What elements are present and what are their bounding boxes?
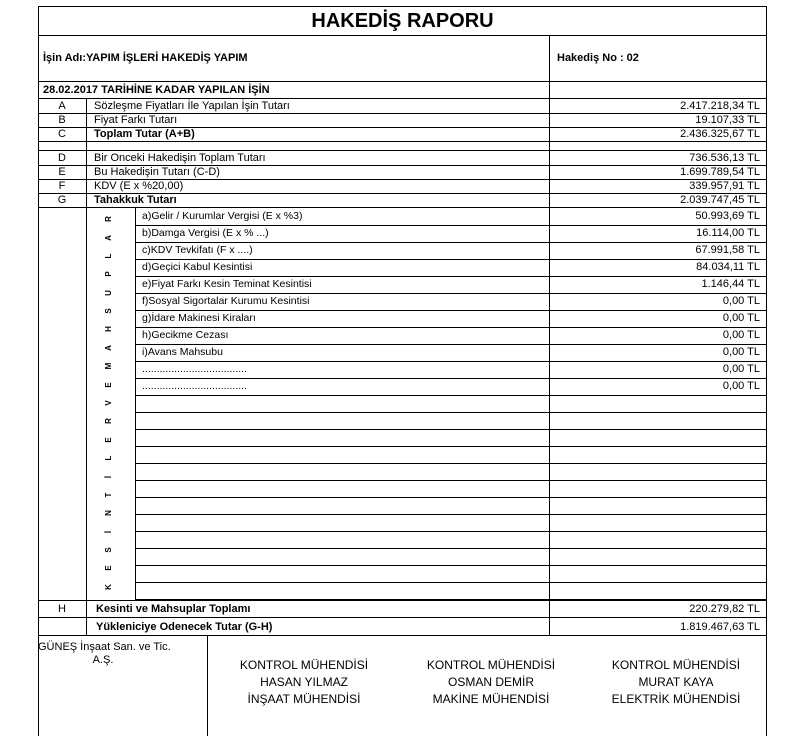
vertical-label-letter: S	[104, 547, 113, 553]
row-label: Fiyat Farkı Tutarı	[94, 114, 178, 126]
deduction-amount: 0,00 TL	[722, 380, 760, 392]
report-title: HAKEDİŞ RAPORU	[311, 10, 494, 32]
signature-2	[403, 657, 579, 708]
vertical-label-letter: E	[104, 381, 113, 388]
deduction-amount: 0,00 TL	[722, 346, 760, 358]
deduction-row-line	[135, 582, 767, 583]
title-divider	[38, 35, 767, 36]
deduction-label: e)Fiyat Farkı Kesin Teminat Kesintisi	[142, 278, 312, 290]
deduction-label: a)Gelir / Kurumlar Vergisi (E x %3)	[142, 210, 303, 222]
row-amount: 19.107,33 TL	[695, 114, 760, 126]
vertical-label-letter: R	[104, 418, 113, 425]
payable-label: Yükleniciye Odenecek Tutar (G-H)	[96, 621, 273, 633]
row-amount: 339.957,91 TL	[689, 180, 760, 192]
signature-1-role: KONTROL MÜHENDİSİ	[239, 658, 369, 672]
vertical-label-letter: H	[104, 326, 113, 333]
vertical-label-letter: E	[104, 437, 113, 443]
deduction-label: d)Geçici Kabul Kesintisi	[142, 261, 253, 273]
deduction-amount: 67.991,58 TL	[695, 244, 760, 256]
vertical-label-letter: M	[104, 362, 113, 370]
vertical-label-letter: L	[104, 253, 113, 259]
code-column-line	[86, 600, 87, 635]
code-column-line	[86, 208, 87, 600]
row-line	[38, 617, 767, 618]
row-label: Bu Hakedişin Tutarı (C-D)	[94, 166, 220, 178]
row-amount: 1.699.789,54 TL	[680, 166, 760, 178]
code-column-line	[86, 99, 87, 207]
hakedis-no: Hakediş No : 02	[557, 52, 639, 64]
header-divider	[549, 35, 550, 81]
row-code: C	[58, 128, 66, 140]
deduction-amount: 84.034,11 TL	[696, 261, 760, 273]
row-amount: 2.436.325,67 TL	[680, 128, 760, 140]
signature-3	[588, 657, 764, 708]
vertical-label-letter: S	[104, 308, 113, 314]
row-code: E	[58, 166, 66, 178]
deduction-amount-line	[549, 208, 550, 600]
deduction-label: ....................................	[142, 380, 248, 392]
header-bottom	[38, 81, 767, 82]
signature-2-name: OSMAN DEMİR	[447, 675, 534, 689]
vertical-label-letter: L	[104, 455, 113, 461]
vertical-label-letter: A	[104, 344, 113, 351]
deduction-amount: 0,00 TL	[722, 312, 760, 324]
deduction-amount: 0,00 TL	[722, 363, 760, 375]
row-line	[38, 207, 767, 208]
row-label: Bir Onceki Hakedişin Toplam Tutarı	[94, 152, 266, 164]
row-amount: 736.536,13 TL	[689, 152, 760, 164]
company-line-1: GÜNEŞ İnşaat San. ve Tic.	[38, 641, 171, 653]
deduction-left-line	[135, 208, 136, 600]
footer-top	[38, 635, 767, 636]
vertical-label-letter: İ	[104, 530, 113, 533]
row-amount: 220.279,82 TL	[689, 603, 760, 615]
row-amount: 2.039.747,45 TL	[680, 194, 760, 206]
vertical-label-letter: N	[104, 510, 113, 517]
deduction-row-line	[135, 548, 767, 549]
section-divider	[549, 81, 550, 99]
row-label: Tahakkuk Tutarı	[94, 194, 177, 206]
footer-divider	[207, 635, 208, 736]
company-line-2: A.Ş.	[92, 654, 114, 666]
deduction-row-line	[135, 565, 767, 566]
deduction-amount: 0,00 TL	[722, 295, 760, 307]
amount-column-line	[549, 600, 550, 635]
deduction-row-line	[135, 395, 767, 396]
vertical-label-letter: T	[104, 492, 113, 498]
signature-2-title: MAKİNE MÜHENDİSİ	[432, 692, 550, 706]
row-label: Toplam Tutar (A+B)	[94, 128, 195, 140]
row-code: H	[58, 603, 66, 615]
deduction-label: i)Avans Mahsubu	[142, 346, 223, 358]
row-label: Kesinti ve Mahsuplar Toplamı	[96, 603, 251, 615]
deductions-bottom	[38, 600, 767, 601]
vertical-label-letter: U	[104, 289, 113, 296]
signature-3-title: ELEKTRİK MÜHENDİSİ	[611, 692, 741, 706]
vertical-label-letter: A	[104, 234, 113, 241]
row-line	[38, 141, 767, 142]
section-title: 28.02.2017 TARİHİNE KADAR YAPILAN İŞİN	[43, 84, 270, 96]
row-code: A	[58, 100, 66, 112]
signature-3-name: MURAT KAYA	[638, 675, 714, 689]
vertical-label-letter: İ	[104, 475, 113, 478]
row-code: B	[58, 114, 66, 126]
vertical-label-letter: R	[104, 216, 113, 223]
deduction-label: ....................................	[142, 363, 248, 375]
row-amount: 2.417.218,34 TL	[680, 100, 760, 112]
deduction-row-line	[135, 412, 767, 413]
border-right	[766, 6, 767, 736]
deduction-amount: 0,00 TL	[722, 329, 760, 341]
signature-3-role: KONTROL MÜHENDİSİ	[611, 658, 741, 672]
deduction-amount: 16.114,00 TL	[696, 227, 760, 239]
payable-amount: 1.819.467,63 TL	[680, 621, 760, 633]
signature-1-title: İNŞAAT MÜHENDİSİ	[247, 692, 361, 706]
deduction-row-line	[135, 480, 767, 481]
deduction-row-line	[135, 446, 767, 447]
row-label: KDV (E x %20,00)	[94, 180, 184, 192]
deduction-amount: 50.993,69 TL	[695, 210, 760, 222]
row-code: D	[58, 152, 66, 164]
border-top	[38, 6, 767, 7]
deduction-amount: 1.146,44 TL	[701, 278, 760, 290]
deduction-label: g)İdare Makinesi Kiraları	[142, 312, 256, 324]
deduction-row-line	[135, 514, 767, 515]
row-code: F	[58, 180, 66, 192]
signature-1	[216, 657, 392, 708]
vertical-label-letter: K	[104, 583, 113, 590]
deduction-row-line	[135, 497, 767, 498]
deduction-row-line	[135, 531, 767, 532]
row-label: Sözleşme Fiyatları İle Yapılan İşin Tutarı	[94, 100, 290, 112]
job-name: İşin Adı:YAPIM İŞLERİ HAKEDİŞ YAPIM	[43, 52, 248, 64]
deduction-label: c)KDV Tevkifatı (F x ....)	[142, 244, 253, 256]
amount-column-line	[549, 99, 550, 207]
signature-2-role: KONTROL MÜHENDİSİ	[426, 658, 556, 672]
deduction-row-line	[135, 463, 767, 464]
deduction-label: h)Gecikme Cezası	[142, 329, 229, 341]
deduction-row-line	[135, 429, 767, 430]
vertical-label-letter: P	[104, 271, 113, 277]
vertical-label-letter: E	[104, 565, 113, 572]
deduction-label: b)Damga Vergisi (E x % ...)	[142, 227, 269, 239]
row-code: G	[57, 194, 67, 206]
vertical-label-letter: V	[104, 400, 113, 406]
deduction-label: f)Sosyal Sigortalar Kurumu Kesintisi	[142, 295, 310, 307]
signature-1-name: HASAN YILMAZ	[260, 675, 348, 689]
